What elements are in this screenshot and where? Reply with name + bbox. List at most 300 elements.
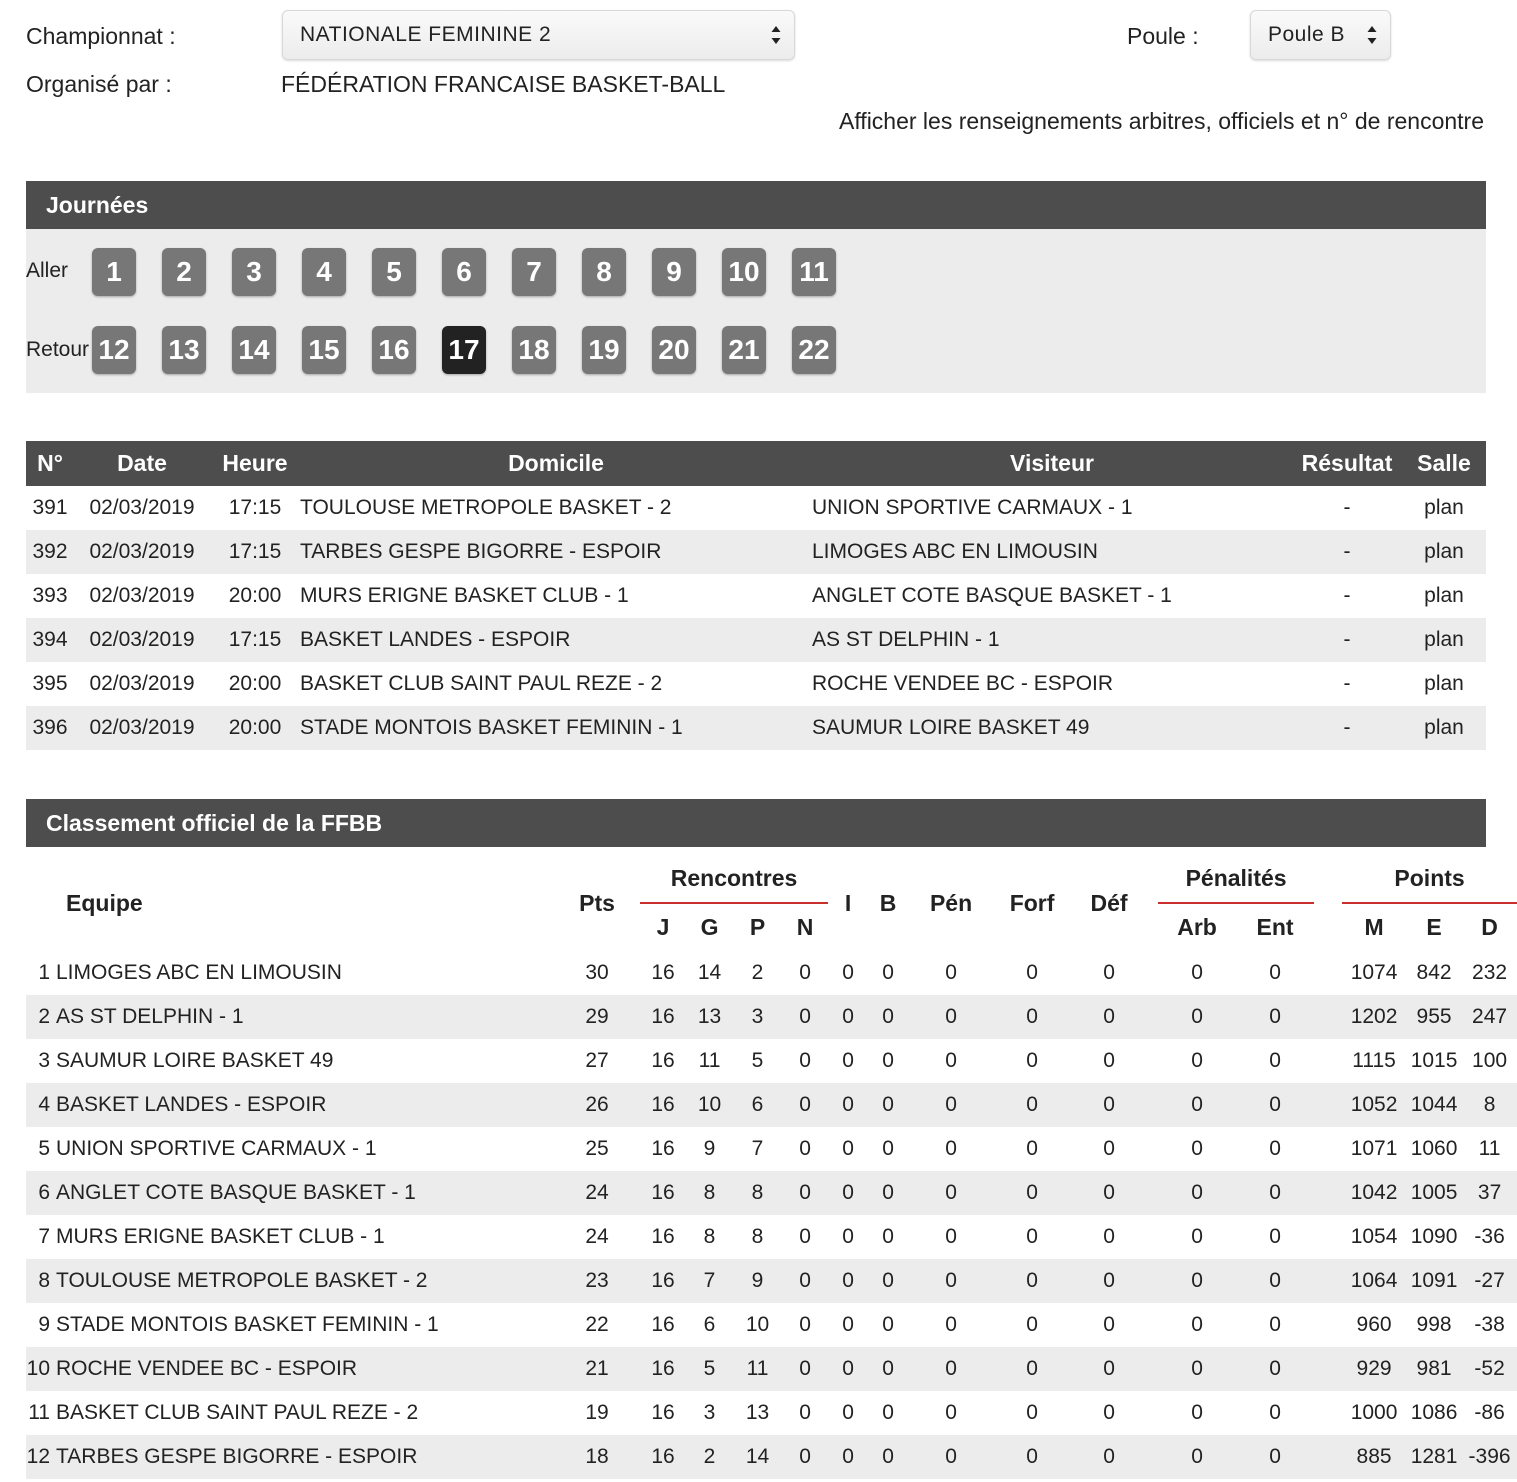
ranking-pts: 27 [585,1049,609,1072]
select-arrows-icon [1366,23,1378,47]
col-ent: Ent [1256,914,1294,940]
match-num: 395 [32,672,68,695]
ranking-n: 0 [782,1259,828,1303]
ranking-e: 842 [1416,961,1452,984]
ranking-m: 1071 [1350,1137,1398,1160]
ranking-def: 0 [1070,995,1148,1039]
ranking-p: 10 [745,1313,770,1336]
ranking-j: 16 [651,1049,675,1072]
ranking-row [26,1127,1517,1171]
ranking-d: -36 [1474,1225,1505,1248]
match-num: 392 [26,530,74,574]
ranking-j: 16 [640,1435,686,1479]
ranking-e: 1015 [1410,1049,1458,1072]
ranking-team: BASKET LANDES - ESPOIR [56,1083,566,1127]
day-button-17[interactable]: 17 [442,326,486,374]
ranking-i: 0 [842,1401,854,1424]
ranking-d: 37 [1462,1171,1517,1215]
ranking-g: 2 [686,1435,733,1479]
ranking-team: BASKET CLUB SAINT PAUL REZE - 2 [56,1401,419,1424]
ranking-d: 8 [1462,1083,1517,1127]
match-date: 02/03/2019 [89,672,195,695]
ranking-j: 16 [651,961,675,984]
ranking-arb: 0 [1158,1171,1236,1215]
ranking-arb: 0 [1191,961,1203,984]
ranking-forf: 0 [1026,1401,1038,1424]
ranking-m: 1202 [1342,995,1406,1039]
col-forf: Forf [1009,889,1055,916]
match-resultat: - [1292,706,1402,750]
ranking-forf: 0 [994,1259,1070,1303]
poule-select[interactable] [1250,10,1391,60]
ranking-pos: 5 [38,1137,50,1160]
ranking-m: 1042 [1342,1171,1406,1215]
ranking-pen: 0 [908,1347,994,1391]
ranking-n: 0 [782,1083,828,1127]
ranking-forf: 0 [1026,1225,1038,1248]
ranking-j: 16 [651,1401,675,1424]
ranking-pos: 7 [38,1225,50,1248]
day-button-8[interactable]: 8 [582,248,626,296]
ranking-j: 16 [640,1171,686,1215]
ranking-pen: 0 [908,1171,994,1215]
ranking-ent: 0 [1269,1225,1281,1248]
ranking-n: 0 [799,1137,811,1160]
match-salle[interactable]: plan [1424,672,1464,695]
ranking-e: 1044 [1406,1083,1462,1127]
aller-label: Aller [26,259,69,282]
ranking-i: 0 [828,995,868,1039]
col-j: J [656,914,670,940]
ranking-pts: 26 [566,1083,628,1127]
ranking-pts: 21 [566,1347,628,1391]
ranking-pos: 11 [28,1401,50,1424]
ranking-arb: 0 [1158,1347,1236,1391]
day-button-3[interactable]: 3 [232,248,276,296]
ranking-def: 0 [1070,1259,1148,1303]
ranking-arb: 0 [1191,1049,1203,1072]
ranking-arb: 0 [1158,995,1236,1039]
ranking-b: 0 [882,1401,894,1424]
ranking-ent: 0 [1236,1083,1314,1127]
ranking-m: 885 [1342,1435,1406,1479]
ranking-row [26,1435,1517,1479]
match-salle[interactable]: plan [1402,618,1486,662]
ranking-forf: 0 [994,1171,1070,1215]
ranking-pts: 18 [566,1435,628,1479]
col-pen: Pén [929,889,973,916]
ranking-b: 0 [882,1225,894,1248]
ranking-team: ANGLET COTE BASQUE BASKET - 1 [56,1171,566,1215]
match-visiteur: UNION SPORTIVE CARMAUX - 1 [812,496,1133,519]
ranking-g: 9 [703,1137,716,1160]
col-equipe: Equipe [66,889,143,916]
ranking-team: TOULOUSE METROPOLE BASKET - 2 [56,1259,566,1303]
ranking-d: 11 [1478,1137,1501,1160]
ranking-row [26,1039,1517,1083]
ranking-b: 0 [882,1313,894,1336]
ranking-p: 14 [733,1435,782,1479]
col-heure: Heure [210,441,300,486]
col-i: I [844,889,852,916]
day-button-1[interactable]: 1 [92,248,136,296]
ranking-b: 0 [882,961,894,984]
ranking-ent: 0 [1269,961,1281,984]
ranking-j: 16 [651,1313,675,1336]
match-domicile: TOULOUSE METROPOLE BASKET - 2 [300,496,672,519]
toggle-details-link[interactable]: Afficher les renseignements arbitres, officiels et n° de rencontre [838,108,1484,134]
match-heure: 17:15 [210,530,300,574]
ranking-def: 0 [1070,1083,1148,1127]
ranking-n: 0 [782,1171,828,1215]
ranking-n: 0 [782,995,828,1039]
match-num: 393 [32,584,68,607]
ranking-i: 0 [842,1137,854,1160]
col-pts: Pts [579,889,615,916]
match-domicile: TARBES GESPE BIGORRE - ESPOIR [300,530,812,574]
ranking-team: TARBES GESPE BIGORRE - ESPOIR [56,1435,566,1479]
match-salle[interactable]: plan [1424,584,1464,607]
ranking-team: ROCHE VENDEE BC - ESPOIR [56,1347,566,1391]
ranking-team: AS ST DELPHIN - 1 [56,995,566,1039]
ranking-row [26,1347,1517,1391]
ranking-b: 0 [868,1083,908,1127]
ranking-g: 14 [697,961,722,984]
ranking-pts: 23 [566,1259,628,1303]
match-salle[interactable]: plan [1424,496,1464,519]
ranking-forf: 0 [1026,1049,1038,1072]
ranking-e: 981 [1406,1347,1462,1391]
match-date: 02/03/2019 [74,618,210,662]
ranking-i: 0 [828,1347,868,1391]
ranking-g: 7 [686,1259,733,1303]
ranking-p: 3 [733,995,782,1039]
ranking-pts: 30 [585,961,609,984]
ranking-forf: 0 [994,1083,1070,1127]
ranking-e: 1091 [1406,1259,1462,1303]
ranking-b: 0 [882,1049,894,1072]
match-heure: 17:15 [210,618,300,662]
ranking-row [26,1259,1517,1303]
col-num: N° [26,441,74,486]
championnat-select[interactable] [282,10,795,60]
col-resultat: Résultat [1292,441,1402,486]
ranking-n: 0 [799,1313,811,1336]
ranking-team: SAUMUR LOIRE BASKET 49 [56,1049,334,1072]
day-button-19[interactable]: 19 [582,326,626,374]
ranking-p: 6 [733,1083,782,1127]
col-arb: Arb [1177,914,1217,940]
ranking-def: 0 [1103,1313,1115,1336]
day-button-18[interactable]: 18 [512,326,556,374]
ranking-n: 0 [782,1347,828,1391]
ranking-d: -86 [1474,1401,1505,1424]
ranking-p: 8 [751,1225,764,1248]
ranking-i: 0 [828,1083,868,1127]
classement-header: Classement officiel de la FFBB [26,799,1486,847]
ranking-row [26,951,1517,995]
ranking-forf: 0 [994,1347,1070,1391]
ranking-pen: 0 [945,1225,957,1248]
match-resultat: - [1292,618,1402,662]
col-b: B [879,889,897,916]
matches-table [26,441,1486,750]
ranking-row [26,1391,1517,1435]
match-date: 02/03/2019 [74,706,210,750]
ranking-g: 11 [698,1049,721,1072]
ranking-i: 0 [842,1049,854,1072]
match-visiteur: ANGLET COTE BASQUE BASKET - 1 [812,584,1172,607]
ranking-g: 5 [686,1347,733,1391]
classement-table [26,855,1517,1479]
ranking-pos: 9 [38,1313,50,1336]
day-button-4[interactable]: 4 [302,248,346,296]
ranking-arb: 0 [1158,1435,1236,1479]
ranking-d: 232 [1472,961,1508,984]
ranking-ent: 0 [1269,1137,1281,1160]
ranking-m: 1054 [1350,1225,1398,1248]
ranking-pts: 19 [585,1401,609,1424]
ranking-def: 0 [1103,961,1115,984]
ranking-row [26,1215,1517,1259]
match-date: 02/03/2019 [74,530,210,574]
ranking-def: 0 [1070,1171,1148,1215]
select-arrows-icon [770,23,782,47]
col-domicile: Domicile [300,441,812,486]
ranking-pts: 22 [585,1313,609,1336]
match-domicile: BASKET LANDES - ESPOIR [300,618,812,662]
journees-header: Journées [26,181,1486,229]
ranking-pos: 8 [26,1259,56,1303]
ranking-e: 1060 [1410,1137,1458,1160]
ranking-arb: 0 [1158,1083,1236,1127]
ranking-j: 16 [640,1083,686,1127]
retour-label: Retour [26,338,90,361]
ranking-arb: 0 [1191,1225,1203,1248]
ranking-forf: 0 [1026,961,1038,984]
col-n: N [796,914,814,940]
ranking-pen: 0 [945,1049,957,1072]
ranking-arb: 0 [1191,1313,1203,1336]
col-def: Déf [1090,889,1128,916]
ranking-d: 247 [1462,995,1517,1039]
day-button-22[interactable]: 22 [792,326,836,374]
match-heure: 20:00 [228,584,282,607]
ranking-pen: 0 [945,1401,957,1424]
ranking-team: STADE MONTOIS BASKET FEMININ - 1 [56,1313,439,1336]
day-button-10[interactable]: 10 [722,248,766,296]
col-salle: Salle [1402,441,1486,486]
col-p: P [749,914,766,940]
ranking-i: 0 [828,1259,868,1303]
ranking-m: 1064 [1342,1259,1406,1303]
ranking-m: 929 [1342,1347,1406,1391]
match-visiteur: SAUMUR LOIRE BASKET 49 [812,706,1292,750]
ranking-pen: 0 [945,961,957,984]
ranking-pos: 6 [26,1171,56,1215]
day-button-9[interactable]: 9 [652,248,696,296]
ranking-p: 8 [733,1171,782,1215]
ranking-b: 0 [868,1347,908,1391]
ranking-e: 1086 [1410,1401,1458,1424]
day-button-13[interactable]: 13 [162,326,206,374]
match-salle[interactable]: plan [1402,530,1486,574]
col-date: Date [74,441,210,486]
ranking-def: 0 [1103,1137,1115,1160]
ranking-j: 16 [651,1137,675,1160]
ranking-ent: 0 [1269,1401,1281,1424]
ranking-g: 3 [703,1401,716,1424]
ranking-pen: 0 [908,1083,994,1127]
ranking-p: 13 [745,1401,770,1424]
ranking-d: -396 [1462,1435,1517,1479]
group-penalites: Pénalités [1158,855,1314,903]
ranking-i: 0 [842,1313,854,1336]
col-e: E [1426,914,1442,940]
ranking-e: 1281 [1406,1435,1462,1479]
ranking-row [26,1083,1517,1127]
ranking-team: UNION SPORTIVE CARMAUX - 1 [56,1137,377,1160]
ranking-p: 11 [733,1347,782,1391]
day-button-12[interactable]: 12 [92,326,136,374]
ranking-ent: 0 [1269,1313,1281,1336]
match-resultat: - [1343,584,1351,607]
ranking-forf: 0 [994,995,1070,1039]
ranking-d: -38 [1474,1313,1505,1336]
day-button-16[interactable]: 16 [372,326,416,374]
ranking-g: 10 [686,1083,733,1127]
ranking-b: 0 [882,1137,894,1160]
ranking-pen: 0 [945,1313,957,1336]
ranking-row [26,995,1517,1039]
day-button-5[interactable]: 5 [372,248,416,296]
ranking-pts: 25 [585,1137,609,1160]
ranking-b: 0 [868,1171,908,1215]
ranking-m: 1074 [1350,961,1398,984]
match-visiteur: LIMOGES ABC EN LIMOUSIN [812,530,1292,574]
ranking-pen: 0 [908,1259,994,1303]
match-resultat: - [1343,672,1351,695]
ranking-e: 1090 [1410,1225,1458,1248]
ranking-def: 0 [1070,1347,1148,1391]
ranking-i: 0 [828,1171,868,1215]
day-button-20[interactable]: 20 [652,326,696,374]
ranking-e: 1005 [1406,1171,1462,1215]
match-resultat: - [1292,530,1402,574]
col-m: M [1364,914,1384,940]
ranking-b: 0 [868,995,908,1039]
ranking-forf: 0 [994,1435,1070,1479]
championnat-select-value: NATIONALE FEMININE 2 [300,23,552,46]
match-visiteur: ROCHE VENDEE BC - ESPOIR [812,672,1114,695]
ranking-pts: 24 [585,1225,609,1248]
ranking-ent: 0 [1236,995,1314,1039]
ranking-b: 0 [868,1435,908,1479]
group-points: Points [1342,855,1517,903]
ranking-n: 0 [799,1401,811,1424]
match-row [26,662,1486,706]
match-num: 396 [26,706,74,750]
ranking-i: 0 [828,1435,868,1479]
ranking-ent: 0 [1236,1171,1314,1215]
match-num: 394 [26,618,74,662]
ranking-b: 0 [868,1259,908,1303]
match-visiteur: AS ST DELPHIN - 1 [812,618,1292,662]
ranking-forf: 0 [1026,1313,1038,1336]
day-button-7[interactable]: 7 [512,248,556,296]
ranking-pos: 2 [26,995,56,1039]
day-button-21[interactable]: 21 [722,326,766,374]
ranking-g: 8 [703,1225,716,1248]
championnat-label: Championnat : [26,23,176,49]
match-row [26,706,1486,750]
ranking-n: 0 [799,961,811,984]
ranking-m: 1000 [1350,1401,1398,1424]
ranking-p: 5 [751,1049,764,1072]
ranking-g: 6 [703,1313,716,1336]
ranking-n: 0 [799,1049,811,1072]
ranking-j: 16 [640,995,686,1039]
match-date: 02/03/2019 [89,496,195,519]
match-salle[interactable]: plan [1402,706,1486,750]
ranking-j: 16 [651,1225,675,1248]
col-g: G [700,914,719,940]
match-domicile: MURS ERIGNE BASKET CLUB - 1 [300,584,629,607]
ranking-n: 0 [799,1225,811,1248]
match-heure: 20:00 [210,706,300,750]
ranking-arb: 0 [1191,1137,1203,1160]
ranking-m: 960 [1356,1313,1392,1336]
ranking-j: 16 [640,1347,686,1391]
organiser-name: FÉDÉRATION FRANCAISE BASKET-BALL [281,71,726,97]
match-row [26,574,1486,618]
col-visiteur: Visiteur [812,441,1292,486]
day-button-15[interactable]: 15 [302,326,346,374]
day-button-2[interactable]: 2 [162,248,206,296]
ranking-row [26,1303,1517,1347]
match-row [26,618,1486,662]
ranking-ent: 0 [1236,1259,1314,1303]
ranking-d: -27 [1462,1259,1517,1303]
ranking-def: 0 [1103,1225,1115,1248]
ranking-pos: 10 [26,1347,56,1391]
day-button-11[interactable]: 11 [792,248,836,296]
ranking-e: 955 [1406,995,1462,1039]
ranking-def: 0 [1103,1401,1115,1424]
ranking-i: 0 [842,961,854,984]
ranking-pen: 0 [908,995,994,1039]
match-heure: 20:00 [228,672,282,695]
ranking-d: 100 [1472,1049,1508,1072]
ranking-team: LIMOGES ABC EN LIMOUSIN [56,961,342,984]
col-d: D [1481,914,1498,940]
match-row [26,530,1486,574]
ranking-pos: 4 [26,1083,56,1127]
day-button-14[interactable]: 14 [232,326,276,374]
ranking-arb: 0 [1158,1259,1236,1303]
ranking-d: -52 [1462,1347,1517,1391]
day-button-6[interactable]: 6 [442,248,486,296]
ranking-pts: 29 [566,995,628,1039]
ranking-pos: 1 [38,961,50,984]
ranking-j: 16 [640,1259,686,1303]
match-row [26,486,1486,530]
ranking-m: 1052 [1342,1083,1406,1127]
poule-select-value: Poule B [1268,23,1346,46]
match-domicile: BASKET CLUB SAINT PAUL REZE - 2 [300,672,663,695]
ranking-ent: 0 [1269,1049,1281,1072]
ranking-p: 7 [751,1137,764,1160]
